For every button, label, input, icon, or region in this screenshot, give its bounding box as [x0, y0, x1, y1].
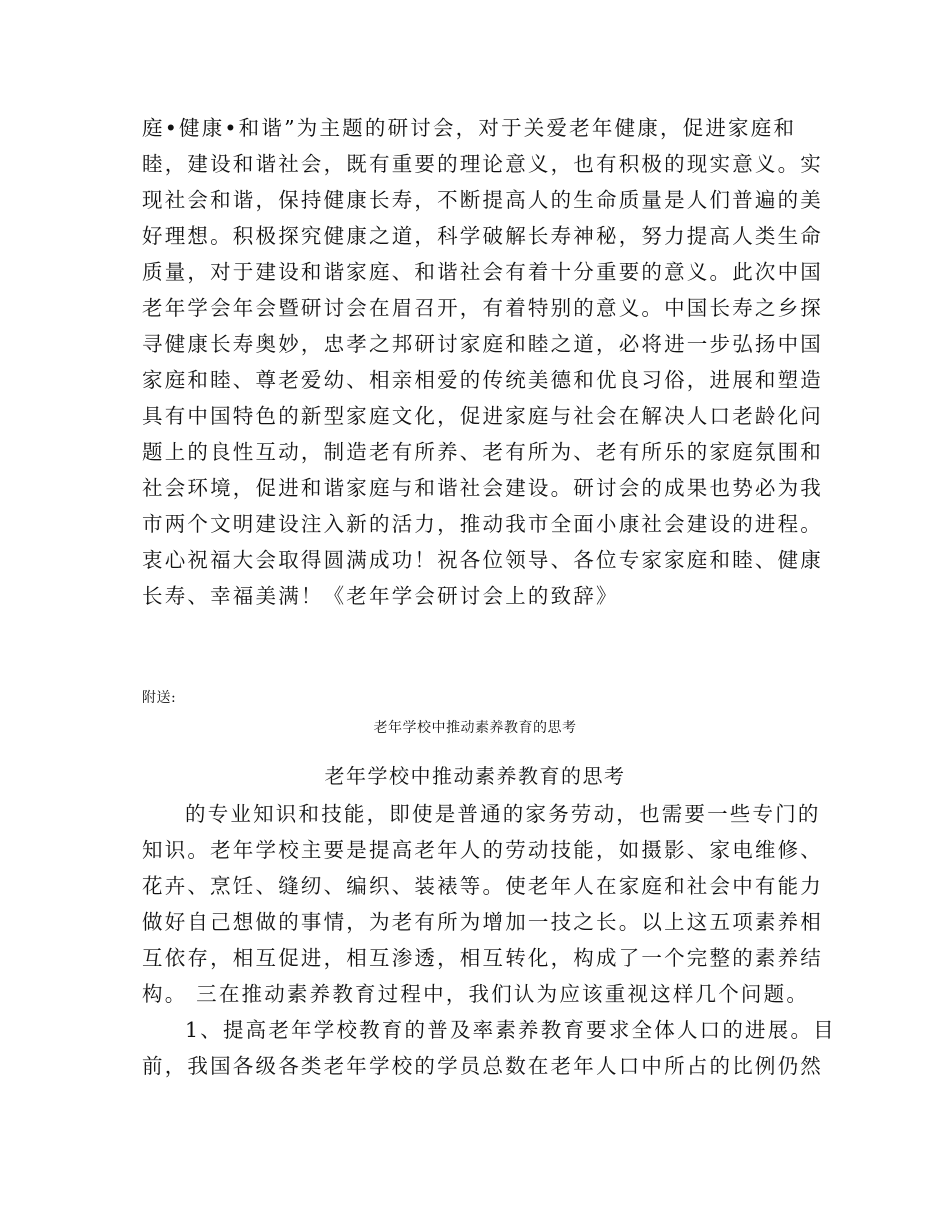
paragraph-line: 庭•健康•和谐”为主题的研讨会，对于关爱老年健康，促进家庭和	[142, 116, 797, 140]
paragraph-line: 市两个文明建设注入新的活力，推动我市全面小康社会建设的进程。	[142, 512, 823, 536]
paragraph-line: 具有中国特色的新型家庭文化，促进家庭与社会在解决人口老龄化问	[142, 404, 823, 428]
paragraph-line: 花卉、烹饪、缝纫、编织、装裱等。使老年人在家庭和社会中有能力	[142, 874, 823, 898]
paragraph-line: 知识。老年学校主要是提高老年人的劳动技能，如摄影、家电维修、	[142, 838, 823, 862]
paragraph-line: 做好自己想做的事情，为老有所为增加一技之长。以上这五项素养相	[142, 910, 823, 934]
paragraph-line: 现社会和谐，保持健康长寿，不断提高人的生命质量是人们普遍的美	[142, 188, 823, 212]
appendix-subtitle: 老年学校中推动素养教育的思考	[373, 720, 577, 736]
paragraph-line: 好理想。积极探究健康之道，科学破解长寿神秘，努力提高人类生命	[142, 224, 823, 248]
article-title: 老年学校中推动素养教育的思考	[324, 764, 626, 788]
paragraph-line: 老年学会年会暨研讨会在眉召开，有着特别的意义。中国长寿之乡探	[142, 296, 823, 320]
paragraph-line: 构。 三在推动素养教育过程中，我们认为应该重视这样几个问题。	[142, 982, 810, 1006]
paragraph-line: 质量，对于建设和谐家庭、和谐社会有着十分重要的意义。此次中国	[142, 260, 823, 284]
paragraph-line: 长寿、幸福美满！《老年学会研讨会上的致辞》	[142, 584, 619, 608]
paragraph-line: 衷心祝福大会取得圆满成功！祝各位领导、各位专家家庭和睦、健康	[142, 548, 823, 572]
paragraph-line: 前，我国各级各类老年学校的学员总数在老年人口中所占的比例仍然	[142, 1054, 823, 1078]
paragraph-line: 1、提高老年学校教育的普及率素养教育要求全体人口的进展。目	[185, 1018, 836, 1042]
paragraph-line: 睦，建设和谐社会，既有重要的理论意义，也有积极的现实意义。实	[142, 152, 823, 176]
paragraph-line: 社会环境，促进和谐家庭与和谐社会建设。研讨会的成果也势必为我	[142, 476, 823, 500]
paragraph-line: 题上的良性互动，制造老有所养、老有所为、老有所乐的家庭氛围和	[142, 440, 823, 464]
paragraph-line: 家庭和睦、尊老爱幼、相亲相爱的传统美德和优良习俗，进展和塑造	[142, 368, 823, 392]
paragraph-line: 寻健康长寿奥妙，忠孝之邦研讨家庭和睦之道，必将进一步弘扬中国	[142, 332, 823, 356]
paragraph-line: 的专业知识和技能，即使是普通的家务劳动，也需要一些专门的	[185, 802, 821, 826]
appendix-label: 附送:	[142, 690, 177, 706]
paragraph-line: 互依存，相互促进，相互渗透，相互转化，构成了一个完整的素养结	[142, 946, 823, 970]
